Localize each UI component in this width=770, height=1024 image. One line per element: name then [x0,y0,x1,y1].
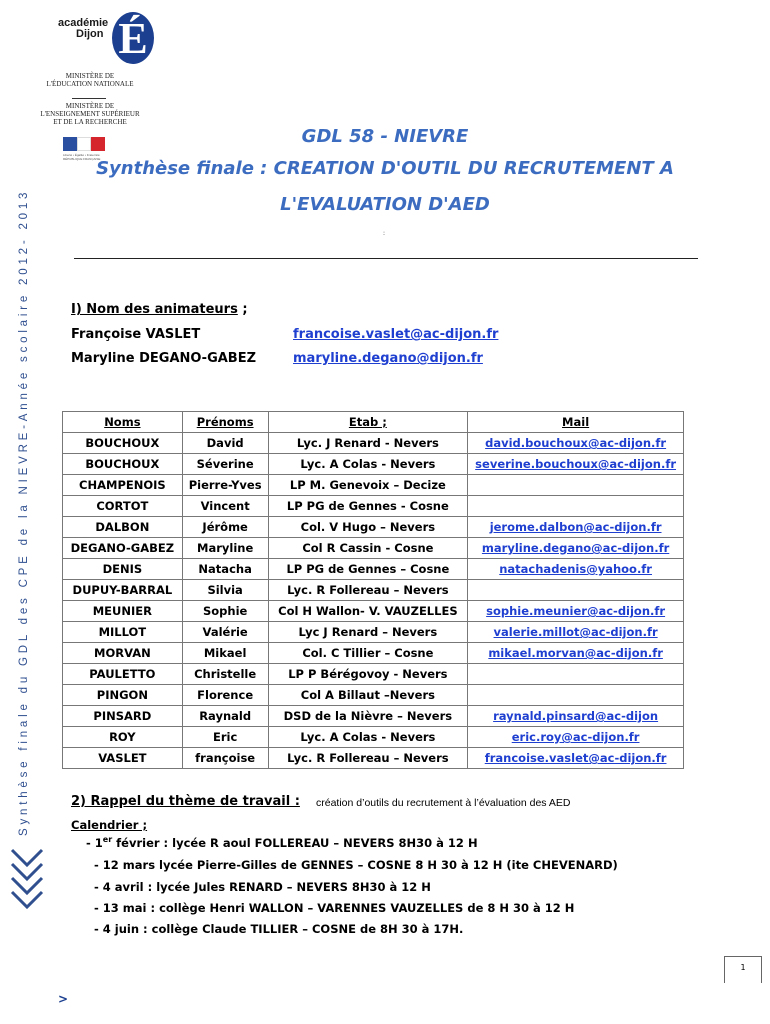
calendar-date-superscript: er [102,835,113,844]
ministry-line: ET DE LA RECHERCHE [53,118,127,126]
cell-etab: Lyc. R Follereau – Nevers [268,748,468,769]
cell-prenom: Silvia [182,580,268,601]
column-header-mail: Mail [468,412,684,433]
table-row [63,727,684,748]
calendar-date-prefix: - [94,900,103,915]
calendar-date-text: 4 juin : collège Claude TILLIER – COSNE de 8H 30 à 17H. [102,921,464,936]
cell-etab: LP PG de Gennes - Cosne [268,496,468,517]
table-row [63,664,684,685]
chevron-down-icon [10,890,44,910]
cell-etab: Col. C Tillier – Cosne [268,643,468,664]
table-row [63,496,684,517]
arrow-icon: > [58,992,69,1006]
academie-logo-icon: É [112,12,154,64]
cell-prenom: Pierre-Yves [182,475,268,496]
cell-mail[interactable]: raynald.pinsard@ac-dijon [468,706,684,727]
cell-nom: PAULETTO [63,664,183,685]
cell-nom: DEGANO-GABEZ [63,538,183,559]
column-header-prenoms: Prénoms [182,412,268,433]
column-header-noms: Noms [63,412,183,433]
cell-prenom: David [182,433,268,454]
calendar-date-text: février : lycée R aoul FOLLEREAU – NEVERS 8H30 à 12 H [112,835,478,850]
cell-etab: Lyc. J Renard - Nevers [268,433,468,454]
cell-prenom: Valérie [182,622,268,643]
calendar-date-prefix: - [94,857,103,872]
cell-nom: MEUNIER [63,601,183,622]
side-running-title: Synthèse finale du GDL des CPE de la NIEVRE-Année scolaire 2012- 2013 [18,188,30,836]
table-row [63,433,684,454]
animateurs-heading [71,302,248,317]
cell-mail[interactable]: francoise.vaslet@ac-dijon.fr [468,748,684,769]
horizontal-rule [74,258,698,259]
document-subtitle-line2: L'EVALUATION D'AED [280,194,490,215]
table-row [63,559,684,580]
cell-mail[interactable]: maryline.degano@ac-dijon.fr [468,538,684,559]
ministry-line: MINISTÈRE DE [65,72,115,80]
cell-mail[interactable]: david.bouchoux@ac-dijon.fr [468,433,684,454]
cell-nom: PINSARD [63,706,183,727]
table-row [63,454,684,475]
table-row [63,517,684,538]
cell-etab: LP P Bérégovoy - Nevers [268,664,468,685]
cell-prenom: Maryline [182,538,268,559]
cell-prenom: Mikael [182,643,268,664]
cell-nom: CORTOT [63,496,183,517]
cell-mail [468,475,684,496]
ministry-education-label [20,72,160,88]
table-row [63,580,684,601]
ministry-line: MINISTÈRE DE [65,102,115,110]
document-subtitle-line1: Synthèse finale : CREATION D'OUTIL DU RECRUTEMENT A [96,158,674,179]
table-row [63,643,684,664]
cell-prenom: Sophie [182,601,268,622]
academie-logo-text [58,18,108,40]
cell-mail[interactable]: severine.bouchoux@ac-dijon.fr [468,454,684,475]
calendar-date-prefix: - [94,921,103,936]
ministry-line: L'ÉDUCATION NATIONALE [46,80,134,88]
cell-prenom: Raynald [182,706,268,727]
animateur-name: Françoise VASLET [71,327,201,342]
cell-nom: DUPUY-BARRAL [63,580,183,601]
flag-caption: Liberté • Égalité • Fraternité RÉPUBLIQUE FRANÇAISE [63,153,101,161]
animateur-name: Maryline DEGANO-GABEZ [71,351,257,366]
cell-nom: DALBON [63,517,183,538]
cell-prenom: Séverine [182,454,268,475]
cell-prenom: Jérôme [182,517,268,538]
animateurs-heading-suffix: ; [237,302,248,317]
calendar-date-text: 12 mars lycée Pierre-Gilles de GENNES – COSNE 8 H 30 à 12 H (ite CHEVENARD) [102,857,618,872]
cell-mail[interactable]: natachadenis@yahoo.fr [468,559,684,580]
cell-etab: LP M. Genevoix – Decize [268,475,468,496]
cell-etab: Lyc. A Colas - Nevers [268,454,468,475]
table-row [63,475,684,496]
cell-etab: Col R Cassin - Cosne [268,538,468,559]
tiny-mark: : [383,230,386,237]
table-row [63,538,684,559]
animateur-email-link[interactable]: francoise.vaslet@ac-dijon.fr [293,327,499,342]
cell-etab: Lyc J Renard – Nevers [268,622,468,643]
cell-prenom: Christelle [182,664,268,685]
calendar-date-line [94,857,618,872]
calendar-date-line [94,900,574,915]
calendar-date-line [86,835,478,850]
calendar-date-text: 13 mai : collège Henri WALLON – VARENNES VAUZELLES de 8 H 30 à 12 H [102,900,575,915]
cell-etab: Lyc. A Colas - Nevers [268,727,468,748]
page-number-box [724,956,762,983]
cell-prenom: Natacha [182,559,268,580]
members-table [62,411,684,769]
cell-etab: Col. V Hugo – Nevers [268,517,468,538]
logo-line-dijon: Dijon [76,28,104,40]
cell-nom: BOUCHOUX [63,454,183,475]
calendar-date-prefix: - [94,879,103,894]
cell-nom: MILLOT [63,622,183,643]
table-row [63,622,684,643]
cell-mail [468,580,684,601]
cell-mail[interactable]: valerie.millot@ac-dijon.fr [468,622,684,643]
animateur-email-link[interactable]: maryline.degano@dijon.fr [293,351,483,366]
cell-mail[interactable]: sophie.meunier@ac-dijon.fr [468,601,684,622]
cell-prenom: françoise [182,748,268,769]
calendar-label: Calendrier ; [71,818,148,832]
calendar-date-line [94,879,431,894]
cell-nom: DENIS [63,559,183,580]
table-header-row [63,412,684,433]
cell-mail [468,685,684,706]
cell-nom: VASLET [63,748,183,769]
cell-prenom: Vincent [182,496,268,517]
cell-etab: Lyc. R Follereau – Nevers [268,580,468,601]
animateurs-heading-text: I) Nom des animateurs [71,302,238,317]
document-title: GDL 58 - NIEVRE [301,126,469,147]
cell-nom: BOUCHOUX [63,433,183,454]
cell-nom: MORVAN [63,643,183,664]
cell-prenom: Eric [182,727,268,748]
rappel-text: création d’outils du recrutement à l’évaluation des AED [316,797,571,809]
table-row [63,706,684,727]
ministry-line: L'ENSEIGNEMENT SUPÉRIEUR [40,110,140,118]
cell-mail[interactable]: eric.roy@ac-dijon.fr [468,727,684,748]
cell-nom: CHAMPENOIS [63,475,183,496]
column-header-etab: Etab ; [268,412,468,433]
cell-etab: LP PG de Gennes – Cosne [268,559,468,580]
page-number: 1 [740,963,746,972]
cell-mail [468,496,684,517]
logo-line-academie: académie [58,17,109,29]
table-row [63,685,684,706]
cell-mail[interactable]: jerome.dalbon@ac-dijon.fr [468,517,684,538]
cell-prenom: Florence [182,685,268,706]
cell-nom: PINGON [63,685,183,706]
calendar-date-text: 4 avril : lycée Jules RENARD – NEVERS 8H30 à 12 H [102,879,431,894]
table-row [63,748,684,769]
cell-mail [468,664,684,685]
cell-etab: Col A Billaut –Nevers [268,685,468,706]
cell-mail[interactable]: mikael.morvan@ac-dijon.fr [468,643,684,664]
cell-nom: ROY [63,727,183,748]
calendar-date-prefix: - 1 [86,835,103,850]
ministry-separator [72,98,106,99]
cell-etab: DSD de la Nièvre – Nevers [268,706,468,727]
calendar-date-line [94,921,463,936]
cell-etab: Col H Wallon- V. VAUZELLES [268,601,468,622]
table-row [63,601,684,622]
ministry-higher-education-label [20,102,160,126]
rappel-heading: 2) Rappel du thème de travail : [71,794,300,809]
